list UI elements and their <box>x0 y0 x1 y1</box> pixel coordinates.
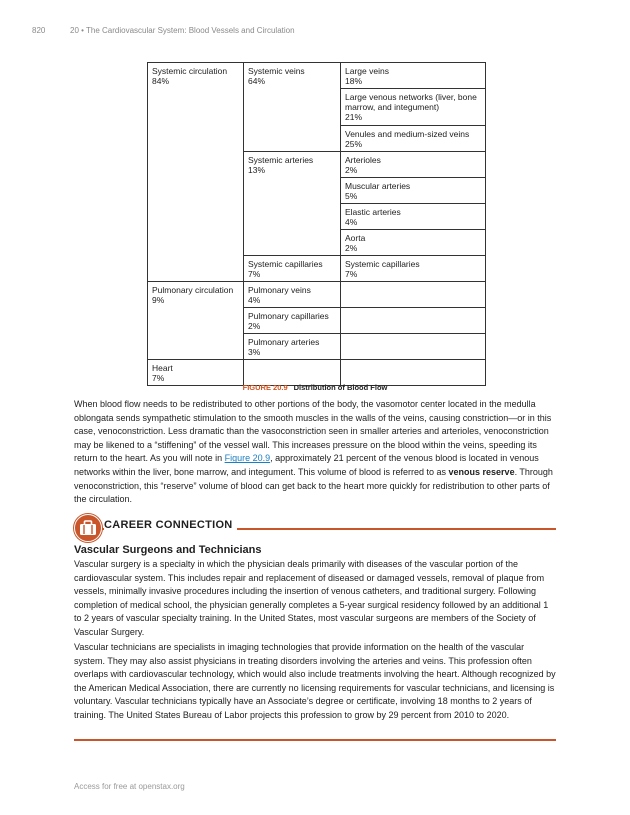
figure-link[interactable]: Figure 20.9 <box>224 453 271 464</box>
table-cell: Systemic circulation 84% <box>148 63 244 282</box>
blood-flow-table <box>147 62 486 386</box>
table-cell: Pulmonary circulation 9% <box>148 282 244 360</box>
career-divider-bottom <box>74 739 556 741</box>
table-cell <box>244 360 341 386</box>
figure-caption <box>0 383 630 392</box>
table-cell: Arterioles 2% <box>341 152 486 178</box>
table-cell: Elastic arteries 4% <box>341 204 486 230</box>
table-cell: Venules and medium-sized veins 25% <box>341 126 486 152</box>
career-connection-title: CAREER CONNECTION <box>104 519 237 531</box>
table-cell: Pulmonary arteries 3% <box>244 334 341 360</box>
career-paragraph: Vascular surgery is a specialty in which the physician deals primarily with diseases of the vascular portion of the cardiovascular system. This includes repair and replacement of diseased or damaged vessels, removal of plaque from vessels, minimally invasive procedures including the insertion of venous catheters, and traditional surgery. Following completion of medical school, the physician generally completes a 5-year surgical residency followed by an additional 1 to 2 years of vascular specialty training. In the United States, most vascular surgeons are members of the Society of Vascular Surgery. <box>74 559 549 637</box>
table-cell: Aorta 2% <box>341 230 486 256</box>
career-paragraph: Vascular technicians are specialists in imaging technologies that provide information on the health of the vascular system. They may also assist physicians in treating disorders involving the arteries and veins. This profession often overlaps with cardiovascular technology, which would also include treatments involving the heart. Although recognized by the American Medical Association, there are currently no licensing requirements for vascular technicians, and licensing is voluntary. Vascular technicians typically have an Associate’s degree or certificate, involving 18 months to 2 years of training. The United States Bureau of Labor projects this profession to grow by 29 percent from 2010 to 2020. <box>74 642 556 720</box>
table-cell: Pulmonary veins 4% <box>244 282 341 308</box>
table-cell: Systemic veins 64% <box>244 63 341 152</box>
table-cell: Systemic capillaries 7% <box>341 256 486 282</box>
table-cell <box>341 282 486 308</box>
table-row <box>148 63 486 89</box>
table-cell <box>341 360 486 386</box>
table-cell: Systemic capillaries 7% <box>244 256 341 282</box>
table-cell: Muscular arteries 5% <box>341 178 486 204</box>
table-row <box>148 282 486 308</box>
table-cell <box>341 308 486 334</box>
figure-title: Distribution of Blood Flow <box>293 383 388 392</box>
table-cell <box>341 334 486 360</box>
table-row <box>148 360 486 386</box>
table-cell: Systemic arteries 13% <box>244 152 341 256</box>
table-cell: Pulmonary capillaries 2% <box>244 308 341 334</box>
running-header <box>32 26 295 35</box>
chapter-title: 20 • The Cardiovascular System: Blood Vessels and Circulation <box>70 26 295 35</box>
table-cell: Heart 7% <box>148 360 244 386</box>
briefcase-icon <box>74 514 102 542</box>
career-subheading: Vascular Surgeons and Technicians <box>74 544 262 556</box>
page-number: 820 <box>32 26 46 35</box>
key-term: venous reserve <box>448 466 515 477</box>
figure-label: FIGURE 20.9 <box>242 383 288 392</box>
table-cell: Large venous networks (liver, bone marrow, and integument) 21% <box>341 89 486 126</box>
page-footer: Access for free at openstax.org <box>74 782 185 791</box>
body-paragraph: When blood flow needs to be redistributed to other portions of the body, the vasomotor center located in the medulla oblongata sends sympathetic stimulation to the smooth muscles in the walls of the veins, causing constriction—or in this case, venoconstriction. Less dramatic than the vasoconstriction seen in smaller arteries and arterioles, venoconstriction may be likened to a “stiffening” of the vessel wall. This increases pressure on the blood within the veins, speeding its return to the heart. As you will note in Figure 20.9, approximately 21 percent of the venous blood is located in venous networks within the liver, bone marrow, and integument. This volume of blood is referred to as venous reserve. Through venoconstriction, this “reserve” volume of blood can get back to the heart more quickly for redistribution to other parts of the circulation. <box>74 399 553 505</box>
table-cell: Large veins 18% <box>341 63 486 89</box>
